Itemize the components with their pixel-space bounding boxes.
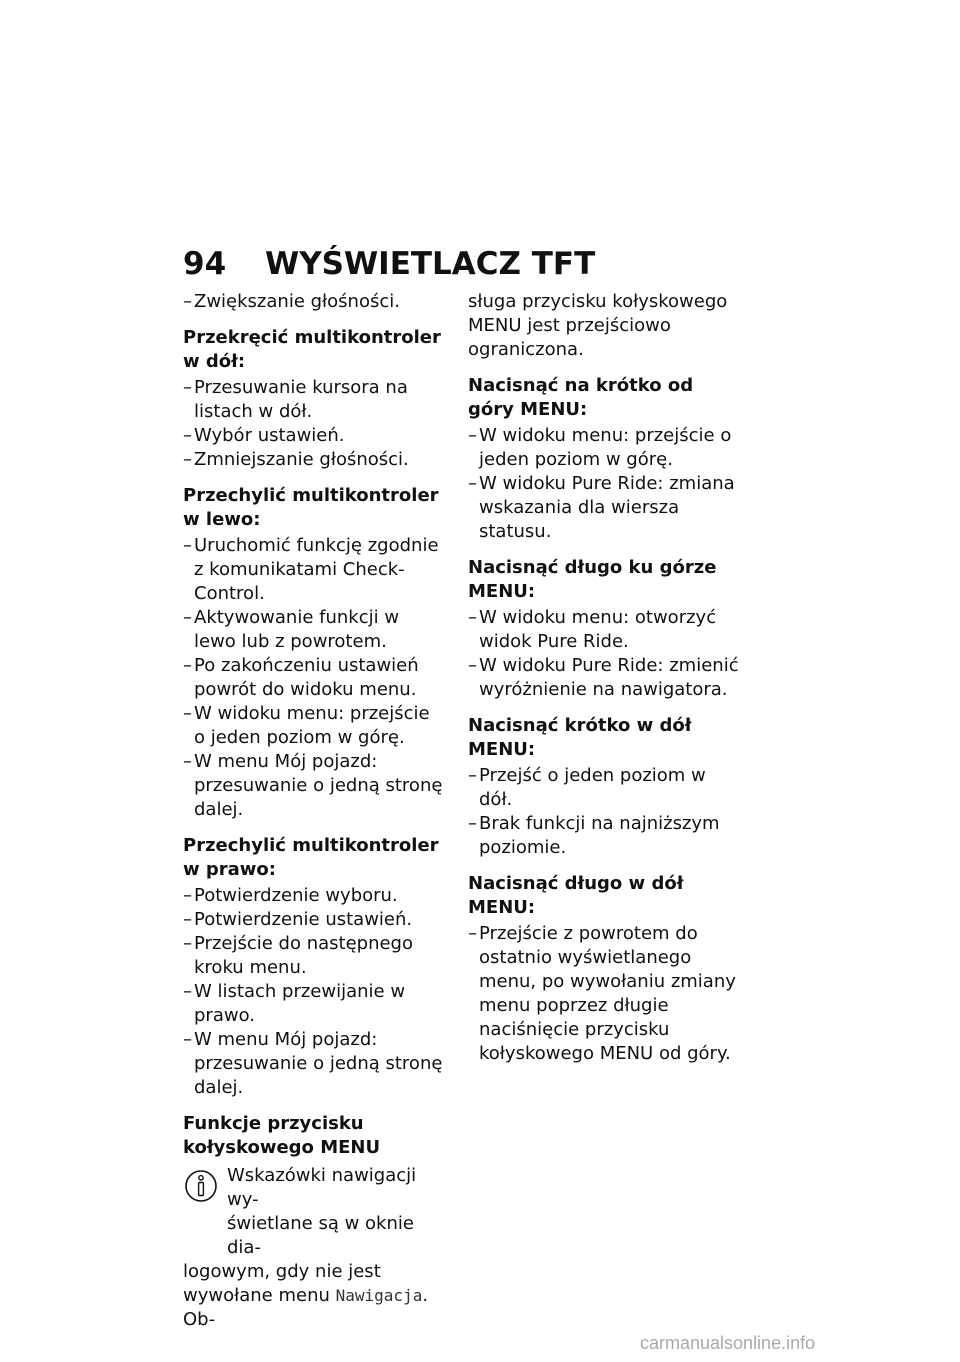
page-header [183, 246, 595, 282]
section-list [468, 606, 743, 702]
section-list [468, 424, 743, 544]
list-item: – Zwiększanie głośności. [183, 290, 445, 314]
list-item: – W listach przewijanie w prawo. [183, 980, 445, 1028]
note-line: Wskazówki nawigacji wy- [227, 1165, 417, 1210]
section-heading: Nacisnąć długo w dół MENU: [468, 873, 684, 918]
section-heading: Nacisnąć na krótko od góry MENU: [468, 375, 694, 420]
list-item: – W menu Mój pojazd: przesuwanie o jedną stronę dalej. [183, 750, 445, 822]
list-item: – W widoku Pure Ride: zmiana wskazania dla wiersza statusu. [468, 472, 743, 544]
list-item: – Zmniejszanie głośności. [183, 448, 445, 472]
list-item: – W widoku menu: przejście o jeden poziom w górę. [468, 424, 743, 472]
list-item: – W widoku Pure Ride: zmienić wyróżnienie na nawigatora. [468, 654, 743, 702]
section-heading: Nacisnąć krótko w dół MENU: [468, 715, 692, 760]
list-item: – Po zakończeniu ustawień powrót do widoku menu. [183, 654, 445, 702]
list-item: – Potwierdzenie wyboru. [183, 884, 445, 908]
list-item: – W widoku menu: przejście o jeden poziom w górę. [183, 702, 445, 750]
list-item: – Przejście do następnego kroku menu. [183, 932, 445, 980]
list-item: – W menu Mój pojazd: przesuwanie o jedną stronę dalej. [183, 1028, 445, 1100]
list-item: – Przesuwanie kursora na listach w dół. [183, 376, 445, 424]
list-item: – Potwierdzenie ustawień. [183, 908, 445, 932]
section-list [183, 376, 445, 472]
info-icon [183, 1168, 219, 1204]
list-item: – W widoku menu: otworzyć widok Pure Ride. [468, 606, 743, 654]
section-heading: Przechylić multikontroler w lewo: [183, 485, 439, 530]
section-list [183, 534, 445, 822]
list-item: – Przejść o jeden poziom w dół. [468, 764, 743, 812]
watermark: carmanualsonline.info [640, 1333, 816, 1353]
continued-text: sługa przycisku kołyskowego MENU jest przejściowo ograniczona. [468, 291, 728, 360]
section-heading: Przechylić multikontroler w prawo: [183, 835, 439, 880]
right-column [468, 290, 743, 1066]
section-list [183, 884, 445, 1100]
left-column [183, 290, 445, 1332]
page-number: 94 [183, 246, 227, 282]
section-heading: Nacisnąć długo ku górze MENU: [468, 557, 717, 602]
note-text-part: . Ob- [183, 1285, 429, 1330]
section-list [468, 922, 743, 1066]
list-item: – Brak funkcji na najniższym poziomie. [468, 812, 743, 860]
list-item: – Przejście z powrotem do ostatnio wyświetlanego menu, po wywołaniu zmiany menu poprzez długie naciśnięcie przycisku kołyskowego MENU od góry. [468, 922, 743, 1066]
section-heading: Przekręcić multikontroler w dół: [183, 327, 441, 372]
note-text [183, 1260, 445, 1332]
menu-code: Nawigacja [335, 1286, 423, 1305]
section-heading: Funkcje przycisku kołyskowego MENU [183, 1113, 381, 1158]
intro-list [183, 290, 445, 314]
note-line: świetlane są w oknie dia- [227, 1213, 414, 1258]
note-text-part: logowym, gdy nie jest wywołane menu [183, 1261, 381, 1306]
list-item: – Uruchomić funkcję zgodnie z komunikatami Check-Control. [183, 534, 445, 606]
section-title: WYŚWIETLACZ TFT [265, 246, 596, 282]
list-item: – Aktywowanie funkcji w lewo lub z powrotem. [183, 606, 445, 654]
section-list [468, 764, 743, 860]
info-note [183, 1164, 445, 1332]
list-item: – Wybór ustawień. [183, 424, 445, 448]
